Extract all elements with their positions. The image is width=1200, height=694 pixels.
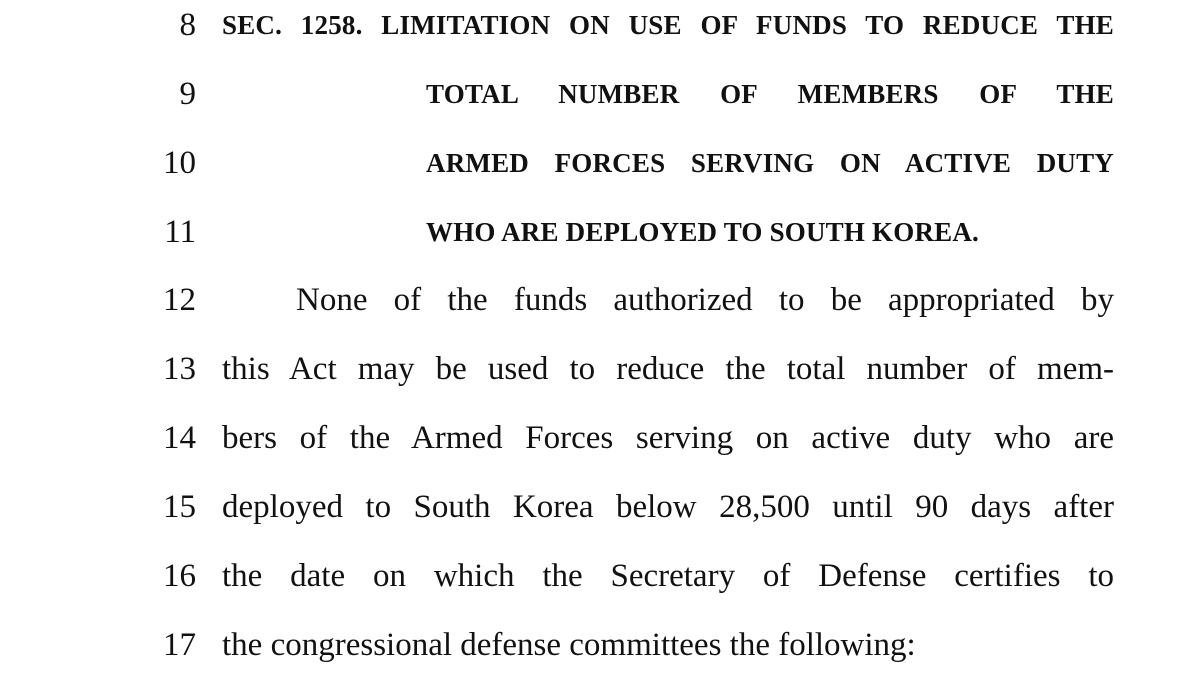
body-text-line: this Act may be used to reduce the total number of mem- (222, 351, 1114, 387)
line-number: 9 (179, 76, 196, 112)
bill-line-12 (0, 277, 1200, 323)
bill-line-10 (0, 140, 1200, 186)
body-text-line: bers of the Armed Forces serving on active duty who are (222, 420, 1114, 456)
line-number: 10 (163, 145, 196, 181)
line-number: 15 (163, 489, 196, 525)
bill-line-13 (0, 346, 1200, 392)
section-heading-line: ARMED FORCES SERVING ON ACTIVE DUTY (426, 148, 1114, 178)
bill-line-8 (0, 2, 1200, 48)
bill-line-9 (0, 71, 1200, 117)
line-number: 8 (179, 7, 196, 43)
section-heading-line: SEC. 1258. LIMITATION ON USE OF FUNDS TO REDUCE THE (222, 10, 1114, 40)
bill-line-14 (0, 415, 1200, 461)
bill-line-15 (0, 484, 1200, 530)
body-text-line: deployed to South Korea below 28,500 until 90 days after (222, 489, 1114, 525)
line-number: 13 (163, 351, 196, 387)
line-number: 14 (163, 420, 196, 456)
bill-line-16 (0, 553, 1200, 599)
bill-line-17 (0, 622, 1200, 668)
line-number: 11 (164, 214, 196, 250)
section-heading-line: WHO ARE DEPLOYED TO SOUTH KOREA. (426, 217, 980, 247)
body-text-line: the date on which the Secretary of Defense certifies to (222, 558, 1114, 594)
body-text-line: None of the funds authorized to be appropriated by (296, 282, 1114, 318)
line-number: 17 (163, 627, 196, 663)
line-number: 12 (163, 282, 196, 318)
line-number: 16 (163, 558, 196, 594)
section-heading-line: TOTAL NUMBER OF MEMBERS OF THE (426, 79, 1114, 109)
bill-line-11 (0, 209, 1200, 255)
body-text-line: the congressional defense committees the following: (222, 627, 916, 663)
